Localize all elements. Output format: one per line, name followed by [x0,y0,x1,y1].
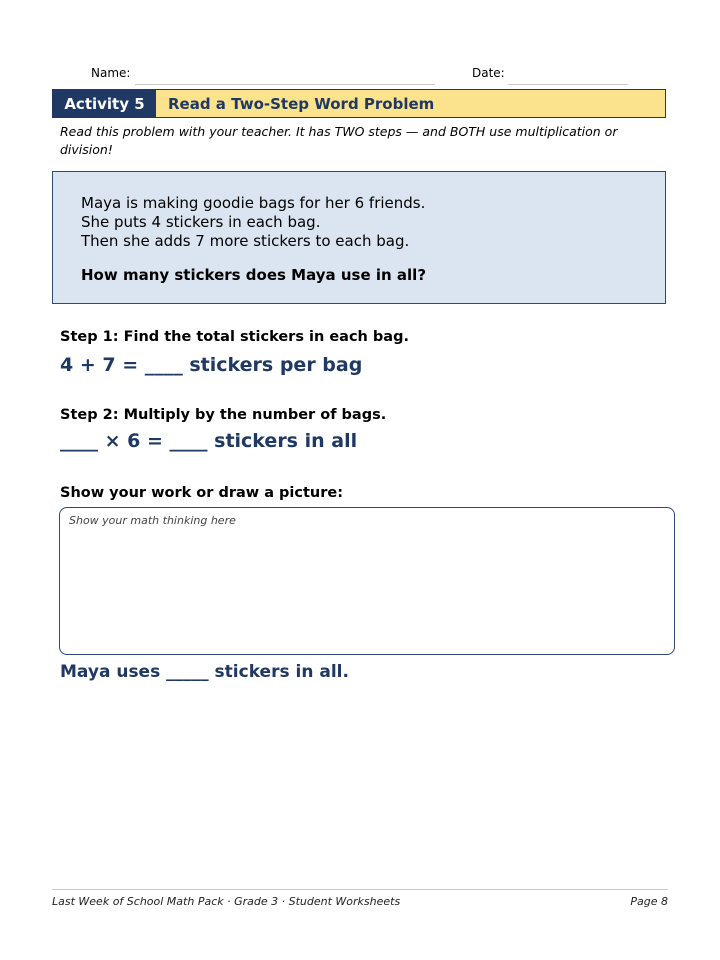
answer-sentence: Maya uses _____ stickers in all. [60,662,349,682]
date-label: Date: [472,66,505,80]
problem-box [52,171,666,304]
footer-divider [52,889,668,890]
activity-number: Activity 5 [53,90,156,117]
activity-title: Read a Two-Step Word Problem [168,94,435,113]
step2-equation: ____ × 6 = ____ stickers in all [60,430,358,452]
activity-header [52,89,666,118]
step2-heading: Step 2: Multiply by the number of bags. [60,407,387,423]
problem-line: Maya is making goodie bags for her 6 friends. [81,194,426,212]
page-number: Page 8 [630,895,668,908]
date-line[interactable] [508,84,628,85]
problem-question: How many stickers does Maya use in all? [81,266,427,284]
footer-title: Last Week of School Math Pack · Grade 3 · Student Worksheets [52,895,401,908]
problem-line: Then she adds 7 more stickers to each bag. [81,232,410,250]
problem-line: She puts 4 stickers in each bag. [81,213,321,231]
name-line[interactable] [135,84,435,85]
activity-instructions: Read this problem with your teacher. It has TWO steps — and BOTH use multiplication or division! [60,124,618,157]
work-area[interactable] [59,507,675,655]
step1-equation: 4 + 7 = ____ stickers per bag [60,354,363,376]
work-placeholder: Show your math thinking here [69,514,236,527]
work-heading: Show your work or draw a picture: [60,485,344,501]
step1-heading: Step 1: Find the total stickers in each bag. [60,329,409,345]
name-label: Name: [91,66,131,80]
